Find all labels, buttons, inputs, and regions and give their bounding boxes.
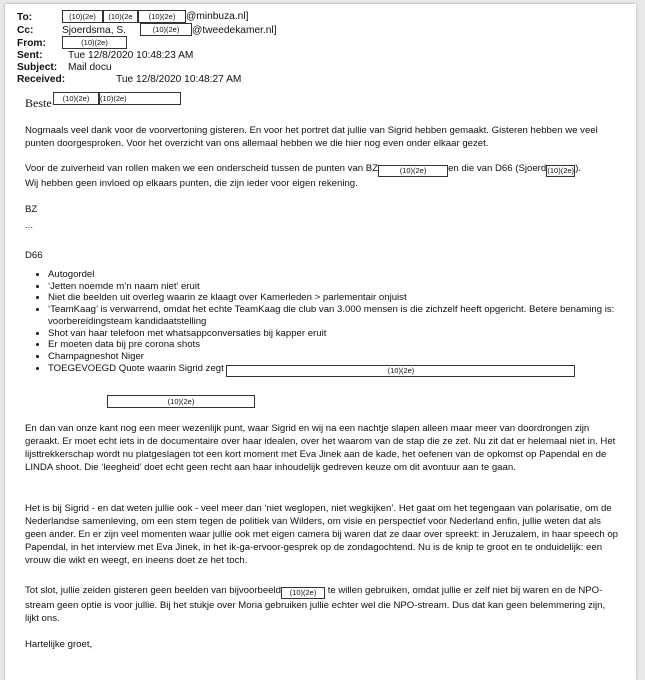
cc-label: Cc: [17,25,34,36]
subject-label: Subject: [17,62,58,73]
paragraph-5-redaction: (10)(2e) [281,587,325,599]
cc-redaction: (10)(2e) [140,23,192,36]
paragraph-1-text: Nogmaals veel dank voor de voorvertoning gisteren. En voor het portret dat jullie van Sigrid hebben gemaakt. Gisteren hebben we veel punten doorgesproken. Voor het overzicht van ons allemaal hebben we die hier nog even onder elkaar gezet. [25,125,598,149]
paragraph-3-text: En dan van onze kant nog een meer wezenlijk punt, waar Sigrid en wij na een nachtje slapen alleen maar meer van doordrongen zijn geraakt. Er moet echt iets in de documentaire over haar idealen, over het waarom van de stap die ze zet. Nu zit dat er helemaal niet in. Het lijsttrekkerschap wordt nu platgeslagen tot een kort moment met Eva Jinek aan de kade, het oefenen van de opkomst op Papendal en de LINDA shoot. Die ‘leegheid’ doet echt geen recht aan haar inhoudelijk gedreven keuze om dit avontuur aan te gaan. [25,423,616,473]
paragraph-1 [25,124,619,150]
cc-name: Sjoerdsma, S. [62,25,126,36]
paragraph-2-text-b: en die van D66 (Sjoerd [448,163,547,174]
to-redaction-1: (10)(2e) [62,10,103,23]
list-item: • Champagneshot Niger [48,351,645,363]
list-item: • Shot van haar telefoon met whatsappconversaties bij kapper eruit [48,328,645,340]
d66-points-list [25,269,645,377]
paragraph-2-line-2: Wij hebben geen invloed op elkaars punten, die zijn ieder voor eigen rekening. [25,178,358,189]
received-label: Received: [17,74,66,85]
list-item: • ‘Jetten noemde m’n naam niet’ eruit [48,281,645,293]
last-bullet-redaction-1: (10)(2e) [226,365,575,377]
paragraph-5-text-b: te willen gebruiken, omdat jullie er zelf niet bij waren en de NPO-stream geen optie is voor jullie. Bij het stukje over Moria gebruiken jullie echter wel die NPO-stream. Dus dat kan geen belemmering zijn, lijkt ons. [25,585,606,624]
paragraph-4 [25,502,619,567]
from-redaction: (10)(2e) [62,36,127,49]
salutation-redaction-1: (10)(2e) [53,92,99,105]
salutation-redaction-2: (10)(2e) [99,92,181,105]
closing: Hartelijke groet, [25,639,93,650]
last-bullet-redaction-2: (10)(2e) [107,395,255,408]
paragraph-5 [25,584,619,625]
bz-placeholder: ... [25,220,33,231]
to-domain: @minbuza.nl] [186,11,249,22]
bz-heading: BZ [25,204,38,215]
paragraph-2-text-c: ). [575,163,582,174]
paragraph-2 [25,162,619,190]
list-item: • ‘TeamKaag’ is verwarrend, omdat het echte TeamKaag die club van 3.000 mensen is die zichzelf heeft opgericht. Betere benaming is: voorbereidingsteam kandidaatstelling [48,304,645,327]
d66-heading: D66 [25,250,43,261]
paragraph-2-redaction-2: (10)(2e) [547,166,575,175]
paragraph-5-text-a: Tot slot, jullie zeiden gisteren geen beelden van bijvoorbeeld [25,585,282,596]
paragraph-4-text: Het is bij Sigrid - en dat weten jullie ook - veel meer dan ‘niet weglopen, niet wegkijken’. Het gaat om het tegengaan van polarisatie, om de Nederlandse samenleving, om een stem tegen de politiek van Wilders, om visie en perspectief voor Nederland enfin, jullie weten dat als geen ander. En er zijn veel momenten waar jullie ook met eigen camera bij waren dat ze daar over spreekt: in Jeruzalem, in haar speech op Papendal, in het interview met Eva Jinek, in het ik-ga-ervoor-gesprek op de zondagochtend. Nu is de knip te groot en te onduidelijk: een vrouw die wikt en weegt, en ineens doet ze het toch. [25,503,619,566]
to-redaction-2: (10)(2e [103,10,138,23]
to-redaction-3: (10)(2e) [138,10,186,23]
cc-domain: @tweedekamer.nl] [192,25,277,36]
sent-value: Tue 12/8/2020 10:48:23 AM [68,50,194,61]
email-printout [5,4,636,680]
last-bullet-text: TOEGEVOEGD Quote waarin Sigrid zegt [48,362,224,374]
salutation: Beste [25,96,52,110]
list-item: • Autogordel [48,269,645,281]
paragraph-2-redaction-1: (10)(2e) [378,165,448,177]
paragraph-2-text-a: Voor de zuiverheid van rollen maken we een onderscheid tussen de punten van BZ [25,163,379,174]
to-label: To: [17,12,33,23]
subject-value: Mail docu [68,62,112,73]
list-item [48,363,645,377]
list-item: • Er moeten data bij pre corona shots [48,339,645,351]
paragraph-3 [25,422,619,474]
sent-label: Sent: [17,50,43,61]
from-label: From: [17,38,46,49]
list-item: • Niet die beelden uit overleg waarin ze klaagt over Kamerleden > parlementair onjuist [48,292,645,304]
received-value: Tue 12/8/2020 10:48:27 AM [116,74,242,85]
